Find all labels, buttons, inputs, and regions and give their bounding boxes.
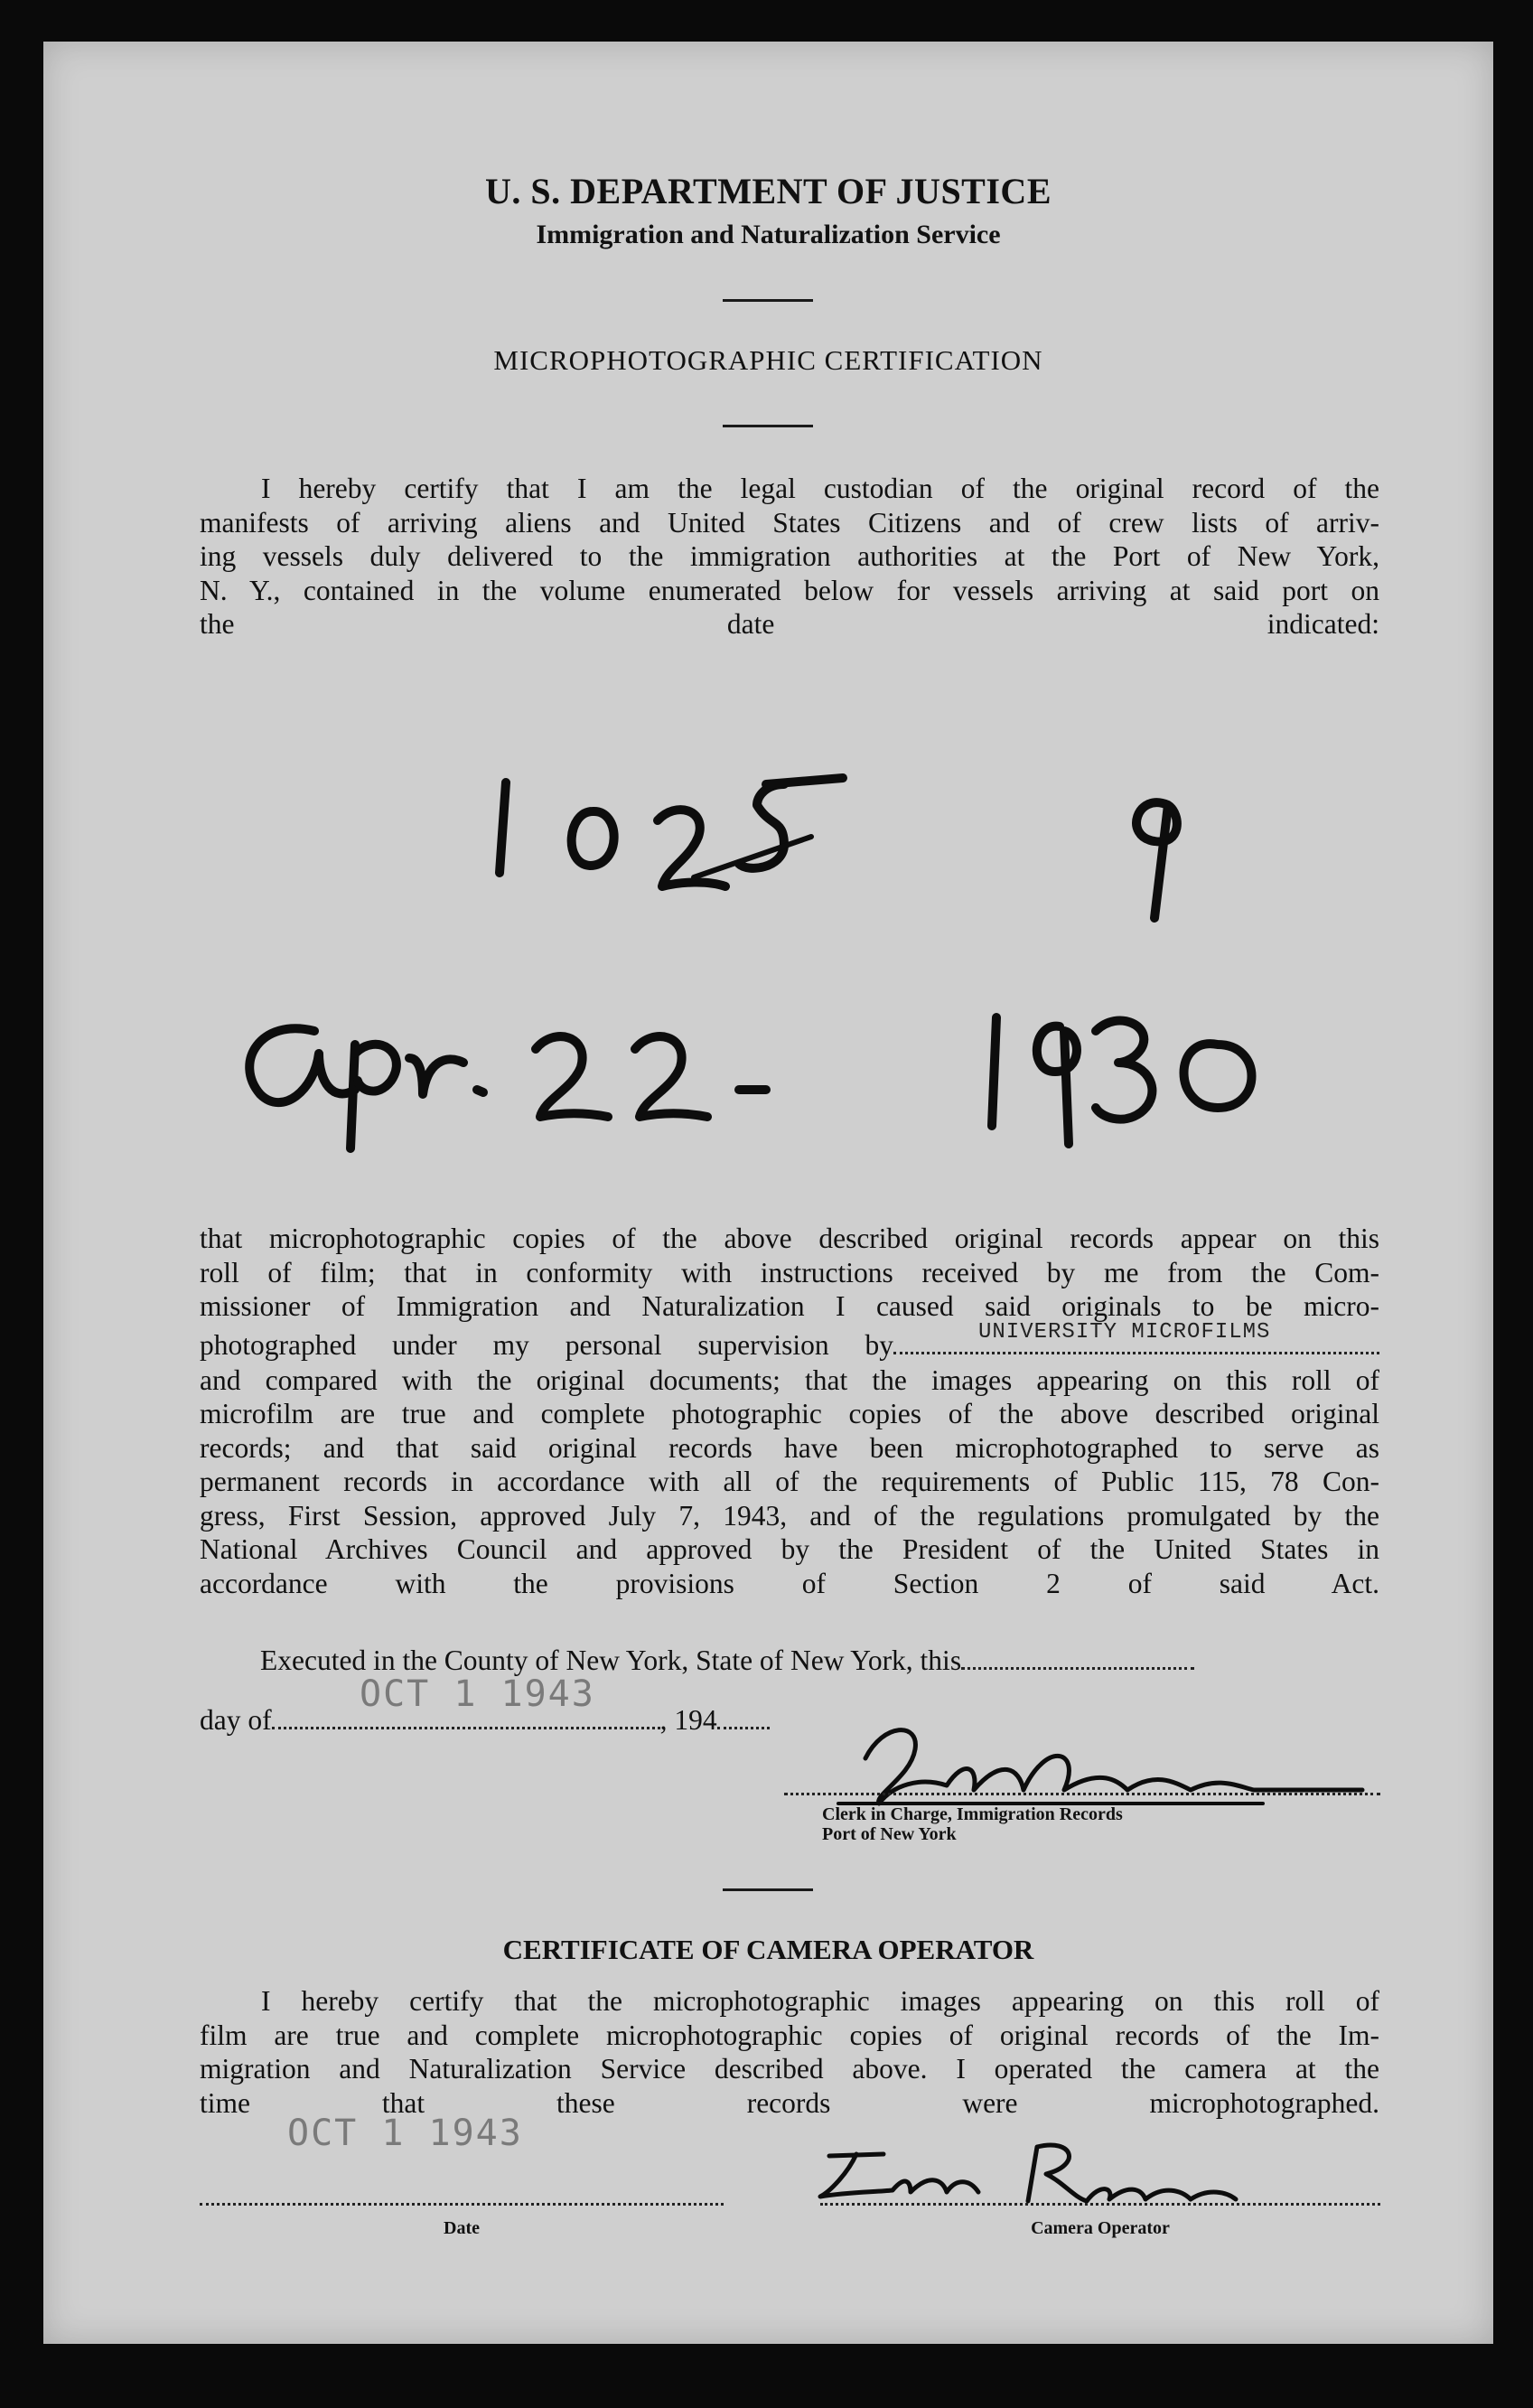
date-stamp: OCT 1 1943 <box>360 1673 595 1715</box>
body-line: National Archives Council and approved by the President of the United States in <box>200 1533 1379 1565</box>
handwritten-date <box>249 1017 1251 1148</box>
intro-line: the date indicated: <box>200 608 1379 640</box>
operator-signature-field <box>820 2201 1380 2206</box>
execution-day-field <box>961 1651 1194 1670</box>
body-line: microfilm are true and complete photographic copies of the above described original <box>200 1398 1379 1429</box>
supervision-line <box>200 1319 1379 1363</box>
body-line: missioner of Immigration and Naturalization I caused said originals to be micro- <box>200 1290 1379 1322</box>
clerk-signature-field <box>784 1791 1380 1795</box>
camera-date-field <box>200 2201 724 2206</box>
camera-line: film are true and complete microphotographic copies of original records of the Im- <box>200 2019 1379 2051</box>
camera-date-line <box>200 2201 724 2206</box>
agency-title: U. S. DEPARTMENT OF JUSTICE <box>485 171 1052 211</box>
body-line: records; and that said original records have been microphotographed to serve as <box>200 1431 1379 1464</box>
intro-line: N. Y., contained in the volume enumerated below for vessels arriving at said port on <box>200 574 1379 606</box>
camera-line: I hereby certify that the microphotographic images appearing on this roll of <box>261 1985 1379 2017</box>
camera-line: migration and Naturalization Service described above. I operated the camera at the <box>200 2053 1379 2085</box>
body-line: gress, First Session, approved July 7, 1943, and of the regulations promulgated by the <box>200 1499 1379 1532</box>
body-line: accordance with the provisions of Section 2 of said Act. <box>200 1567 1379 1599</box>
operator-signature-line <box>820 2201 1380 2206</box>
handwritten-volume-number <box>500 778 1177 918</box>
supervisor-typed: UNIVERSITY MICROFILMS <box>978 1319 1271 1345</box>
intro-line: ing vessels duly delivered to the immigration authorities at the Port of New York, <box>200 540 1379 572</box>
camera-divider <box>723 1888 813 1891</box>
clerk-title: Clerk in Charge, Immigration Records <box>822 1804 1123 1824</box>
year-field <box>717 1710 770 1729</box>
intro-line: I hereby certify that I am the legal custodian of the original record of the <box>261 473 1379 504</box>
certificate-page <box>43 42 1493 2344</box>
camera-line: time that these records were microphotographed. <box>200 2086 1379 2119</box>
handwritten-entry <box>43 42 1493 1216</box>
camera-certificate-title: CERTIFICATE OF CAMERA OPERATOR <box>502 1934 1034 1965</box>
camera-date-label: Date <box>444 2218 480 2238</box>
operator-signature <box>784 2120 1290 2210</box>
year-prefix: , 194 <box>659 1704 717 1736</box>
execution-line <box>260 1644 1194 1677</box>
body-line: and compared with the original documents; that the images appearing on this roll of <box>200 1363 1379 1396</box>
body-line: that microphotographic copies of the above described original records appear on this <box>200 1223 1379 1254</box>
operator-label: Camera Operator <box>1031 2218 1170 2238</box>
body-line: roll of film; that in conformity with instructions received by me from the Com- <box>200 1256 1379 1288</box>
form-title: MICROPHOTOGRAPHIC CERTIFICATION <box>493 344 1043 376</box>
camera-certificate-body <box>200 1984 1379 2120</box>
body-line: permanent records in accordance with all of the requirements of Public 115, 78 Con- <box>200 1466 1379 1497</box>
clerk-location: Port of New York <box>822 1824 957 1844</box>
supervision-prefix: photographed under my personal supervision by <box>200 1328 893 1361</box>
day-of-label: day of <box>200 1704 272 1736</box>
intro-line: manifests of arriving aliens and United States Citizens and of crew lists of arriv- <box>200 506 1379 539</box>
camera-date-stamp: OCT 1 1943 <box>287 2113 523 2154</box>
clerk-signature-line <box>784 1791 1380 1795</box>
service-name: Immigration and Naturalization Service <box>536 220 1001 249</box>
execution-text: Executed in the County of New York, State of New York, this <box>260 1644 962 1676</box>
certification-body <box>200 1222 1379 1600</box>
